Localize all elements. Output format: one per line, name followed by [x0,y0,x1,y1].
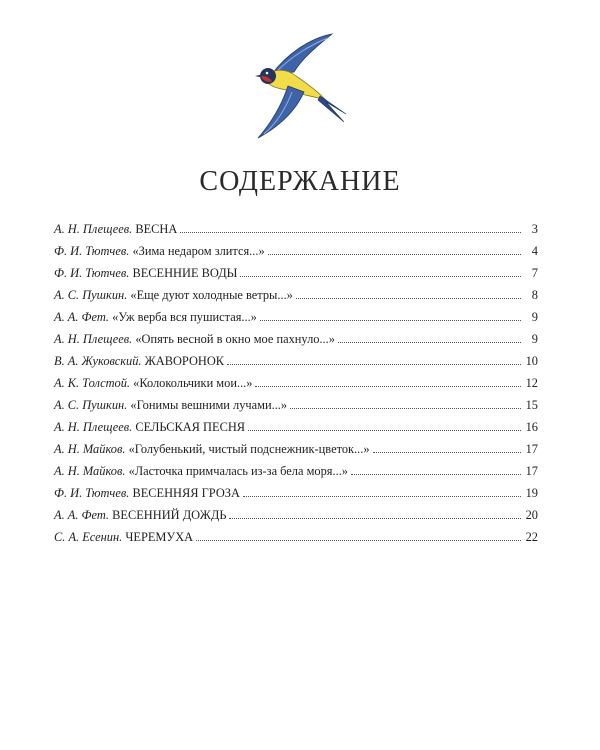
entry-author: А. Н. Плещеев. [54,332,133,346]
entry-page: 17 [525,464,538,478]
entry-title: «Ласточка примчалась из-за бела моря...» [128,464,348,478]
entry-author: А. С. Пушкин. [54,398,128,412]
entry-page: 10 [525,354,538,368]
entry-page: 19 [525,486,538,500]
dot-leader [373,452,521,453]
entry-title: «Голубенький, чистый подснежник-цветок...» [128,442,370,456]
dot-leader [260,320,521,321]
swallow-illustration-icon [242,26,362,146]
entry-title: «Уж верба вся пушистая...» [112,310,257,324]
entry-author: Ф. И. Тютчев. [54,266,130,280]
entry-page: 8 [531,288,538,302]
entry-author: А. А. Фет. [54,508,110,522]
entry-title: ВЕСНА [135,222,178,236]
dot-leader [229,518,521,519]
entry-title: «Еще дуют холодные ветры...» [130,288,293,302]
toc-entry[interactable] [54,438,538,460]
entry-author: А. Н. Плещеев. [54,420,133,434]
entry-title: ЖАВОРОНОК [144,354,225,368]
toc-entry[interactable] [54,460,538,482]
toc-entry[interactable] [54,350,538,372]
toc-entry[interactable] [54,284,538,306]
entry-page: 12 [525,376,538,390]
dot-leader [296,298,521,299]
dot-leader [255,386,521,387]
entry-page: 3 [531,222,538,236]
entry-title: ВЕСЕННИЕ ВОДЫ [132,266,238,280]
dot-leader [248,430,521,431]
dot-leader [196,540,521,541]
entry-author: С. А. Есенин. [54,530,123,544]
table-of-contents [54,218,538,548]
toc-entry[interactable] [54,240,538,262]
entry-title: ВЕСЕННИЙ ДОЖДЬ [112,508,227,522]
entry-page: 9 [531,310,538,324]
entry-author: Ф. И. Тютчев. [54,244,130,258]
toc-entry[interactable] [54,416,538,438]
entry-title: СЕЛЬСКАЯ ПЕСНЯ [135,420,246,434]
entry-page: 16 [525,420,538,434]
entry-title: ВЕСЕННЯЯ ГРОЗА [132,486,240,500]
entry-page: 20 [525,508,538,522]
dot-leader [351,474,521,475]
entry-author: А. А. Фет. [54,310,110,324]
entry-title: «Колокольчики мои...» [133,376,253,390]
entry-page: 17 [525,442,538,456]
entry-title: ЧЕРЕМУХА [125,530,194,544]
toc-entry[interactable] [54,482,538,504]
entry-author: А. Н. Майков. [54,464,126,478]
entry-author: Ф. И. Тютчев. [54,486,130,500]
entry-author: А. С. Пушкин. [54,288,128,302]
entry-page: 4 [531,244,538,258]
toc-entry[interactable] [54,372,538,394]
entry-title: «Гонимы вешними лучами...» [130,398,288,412]
dot-leader [243,496,521,497]
entry-page: 22 [525,530,538,544]
dot-leader [227,364,521,365]
entry-author: А. Н. Майков. [54,442,126,456]
dot-leader [180,232,521,233]
entry-page: 15 [525,398,538,412]
toc-entry[interactable] [54,394,538,416]
toc-entry[interactable] [54,328,538,350]
toc-entry[interactable] [54,262,538,284]
entry-title: «Опять весной в окно мое пахнуло...» [135,332,335,346]
dot-leader [268,254,521,255]
entry-author: А. К. Толстой. [54,376,131,390]
entry-title: «Зима недаром злится...» [132,244,265,258]
toc-entry[interactable] [54,218,538,240]
dot-leader [338,342,521,343]
toc-entry[interactable] [54,504,538,526]
entry-page: 7 [531,266,538,280]
toc-entry[interactable] [54,526,538,548]
dot-leader [240,276,521,277]
entry-page: 9 [531,332,538,346]
entry-author: А. Н. Плещеев. [54,222,133,236]
dot-leader [290,408,521,409]
contents-title: СОДЕРЖАНИЕ [199,166,401,197]
entry-author: В. А. Жуковский. [54,354,142,368]
toc-entry[interactable] [54,306,538,328]
